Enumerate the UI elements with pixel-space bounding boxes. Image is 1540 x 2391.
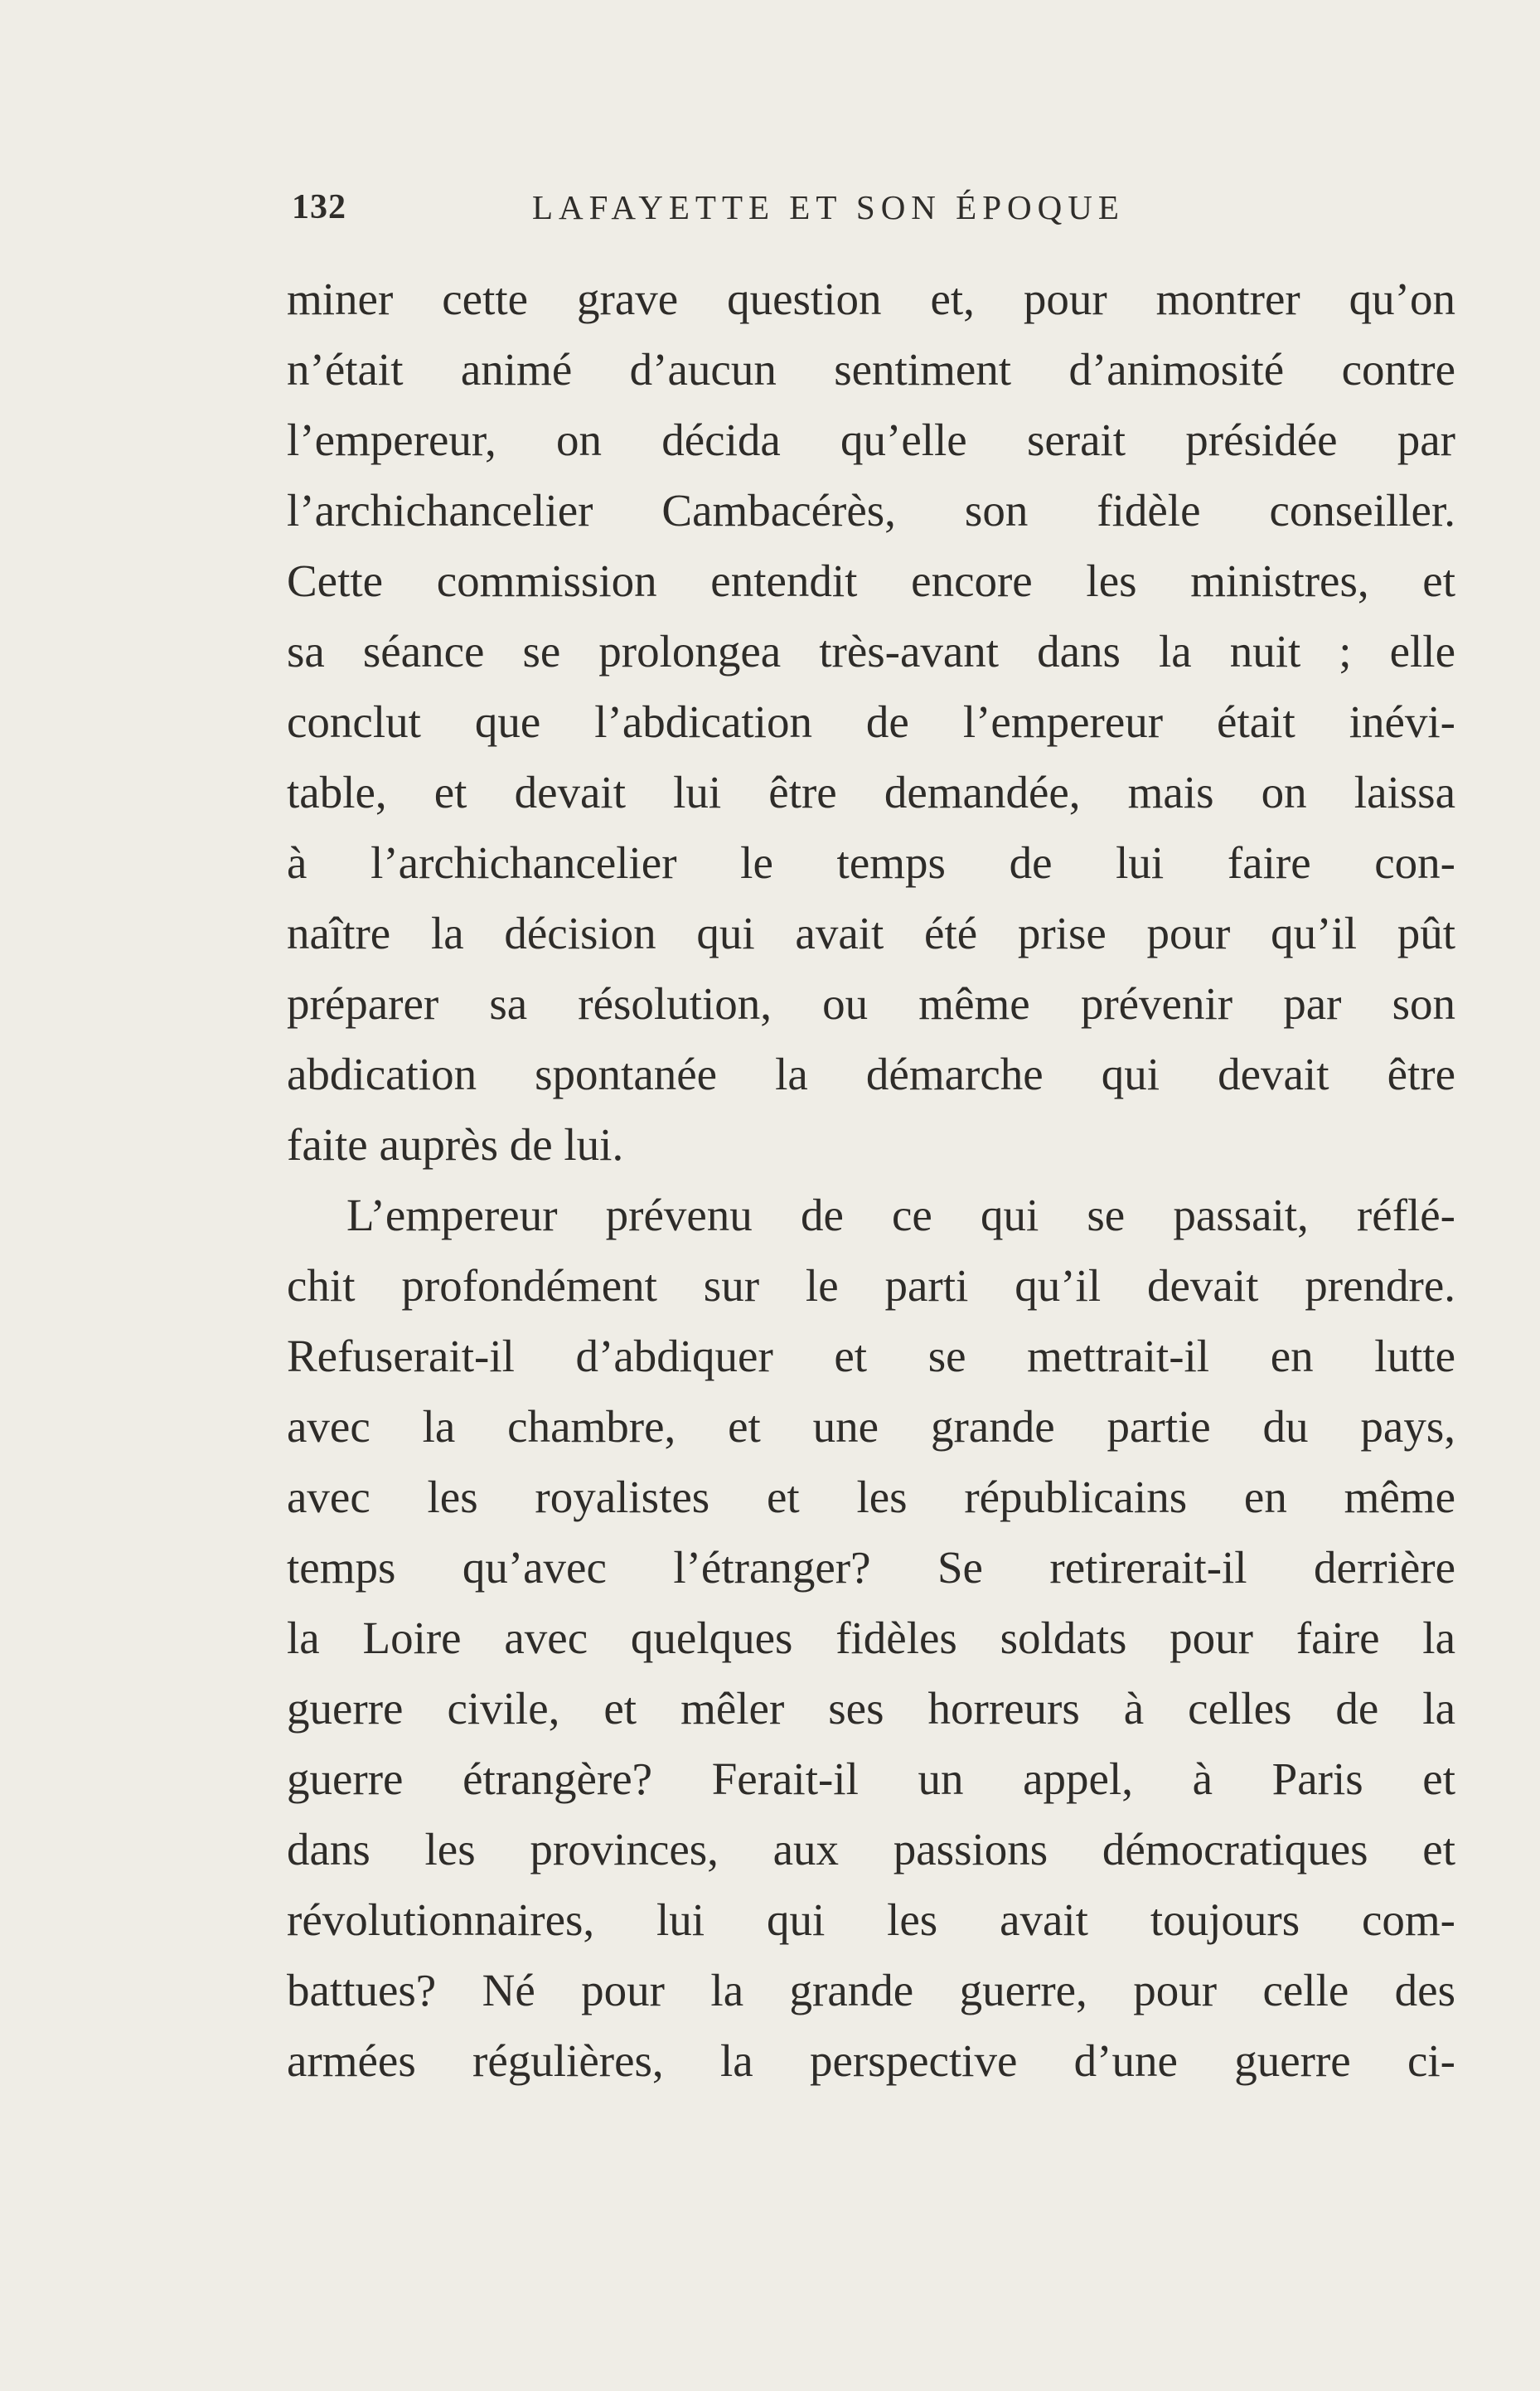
text-line: l’archichancelier Cambacérès, son fidèle conseiller. [287,485,1455,536]
text-line: armées régulières, la perspective d’une guerre ci- [287,2035,1455,2086]
text-line: Cette commission entendit encore les ministres, et [287,555,1455,606]
text-line: miner cette grave question et, pour montrer qu’on [287,274,1455,324]
text-line: avec la chambre, et une grande partie du pays, [287,1401,1455,1452]
text-line: n’était animé d’aucun sentiment d’animosité contre [287,344,1455,395]
text-line: révolutionnaires, lui qui les avait toujours com- [287,1894,1455,1945]
body-text [287,264,1455,2096]
text-line: L’empereur prévenu de ce qui se passait, réflé- [346,1190,1455,1240]
text-line: conclut que l’abdication de l’empereur était inévi- [287,696,1455,747]
text-line: table, et devait lui être demandée, mais on laissa [287,767,1455,817]
text-line: préparer sa résolution, ou même prévenir par son [287,978,1455,1029]
paragraph-2 [287,1180,1455,2096]
text-line: sa séance se prolongea très-avant dans la nuit ; elle [287,626,1455,677]
text-line: chit profondément sur le parti qu’il devait prendre. [287,1260,1455,1311]
text-line: l’empereur, on décida qu’elle serait présidée par [287,415,1455,465]
text-line: guerre étrangère? Ferait-il un appel, à Paris et [287,1753,1455,1804]
text-line: Refuserait-il d’abdiquer et se mettrait-il en lutte [287,1331,1455,1381]
text-line: avec les royalistes et les républicains en même [287,1472,1455,1522]
paragraph-1 [287,264,1455,1180]
text-line: dans les provinces, aux passions démocratiques et [287,1824,1455,1874]
page-header [292,187,1457,245]
running-title: LAFAYETTE ET SON ÉPOQUE [532,188,1125,226]
text-line: temps qu’avec l’étranger? Se retirerait-il derrière [287,1542,1455,1593]
text-line: battues? Né pour la grande guerre, pour celle des [287,1965,1455,2015]
text-line: faite auprès de lui. [287,1119,624,1170]
text-line: la Loire avec quelques fidèles soldats pour faire la [287,1613,1455,1663]
text-line: à l’archichancelier le temps de lui faire con- [287,837,1455,888]
page-number: 132 [292,188,346,226]
text-line: abdication spontanée la démarche qui devait être [287,1049,1455,1099]
text-line: guerre civile, et mêler ses horreurs à celles de la [287,1683,1455,1734]
text-line: naître la décision qui avait été prise pour qu’il pût [287,908,1455,958]
